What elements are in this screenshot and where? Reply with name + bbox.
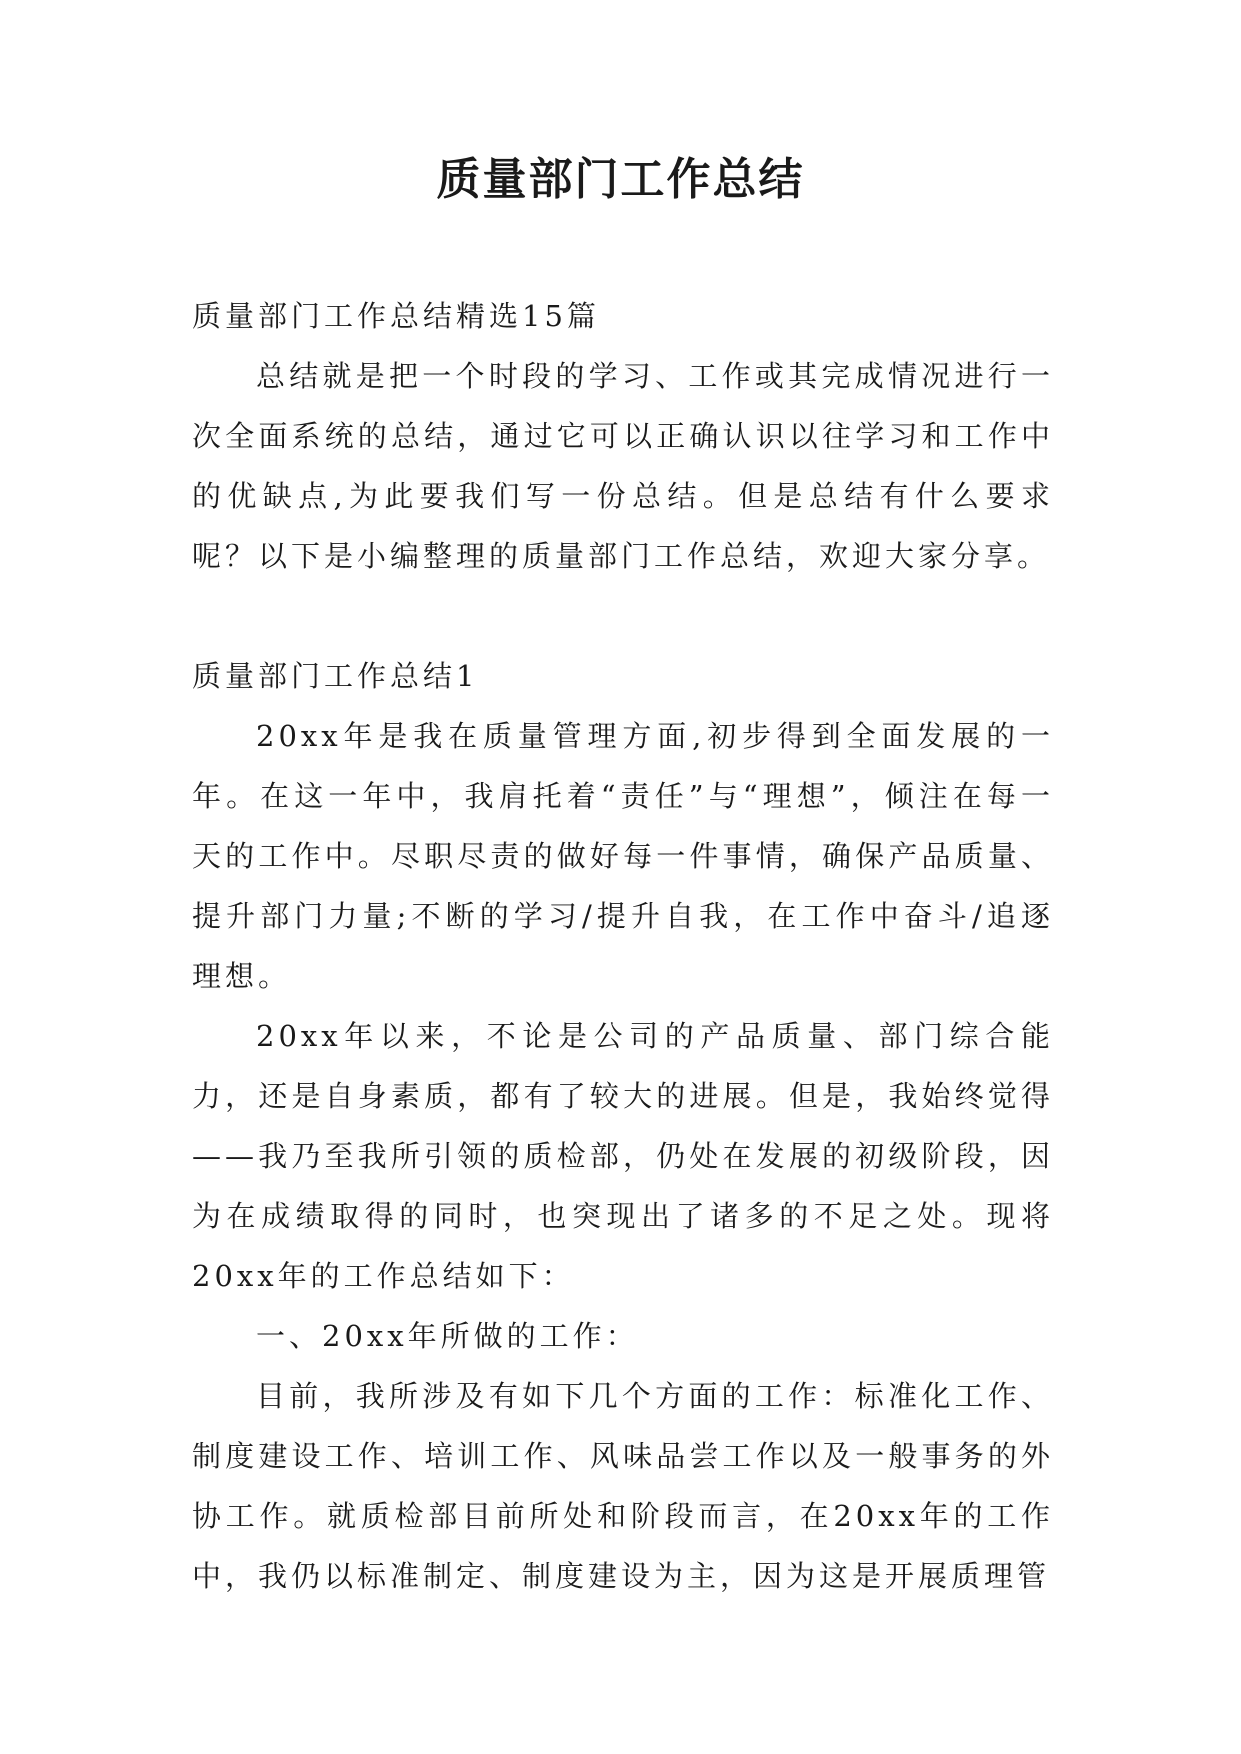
body-paragraph: 20xx年以来，不论是公司的产品质量、部门综合能力，还是自身素质，都有了较大的进展。但是，我始终觉得——我乃至我所引领的质检部，仍处在发展的初级阶段，因为在成绩取得的同时，也突现出了诸多的不足之处。现将20xx年的工作总结如下： [192, 1019, 1054, 1293]
subsection-heading: 一、20xx年所做的工作： [256, 1319, 639, 1353]
document-title: 质量部门工作总结 [436, 154, 805, 205]
body-paragraph: 20xx年是我在质量管理方面,初步得到全面发展的一年。在这一年中，我肩托着“责任”与“理想”，倾注在每一天的工作中。尽职尽责的做好每一件事情，确保产品质量、提升部门力量;不断的学习/提升自我，在工作中奋斗/追逐理想。 [192, 719, 1054, 993]
collection-heading: 质量部门工作总结精选15篇 [192, 299, 600, 333]
section-heading: 质量部门工作总结1 [192, 659, 479, 693]
body-paragraph: 目前，我所涉及有如下几个方面的工作：标准化工作、制度建设工作、培训工作、风味品尝工作以及一般事务的外协工作。就质检部目前所处和阶段而言，在20xx年的工作中，我仍以标准制定、制度建设为主，因为这是开展质理管 [192, 1379, 1054, 1593]
intro-paragraph: 总结就是把一个时段的学习、工作或其完成情况进行一次全面系统的总结，通过它可以正确认识以往学习和工作中的优缺点,为此要我们写一份总结。但是总结有什么要求呢？以下是小编整理的质量部门工作总结，欢迎大家分享。 [192, 359, 1054, 573]
document-body [192, 286, 1054, 1606]
